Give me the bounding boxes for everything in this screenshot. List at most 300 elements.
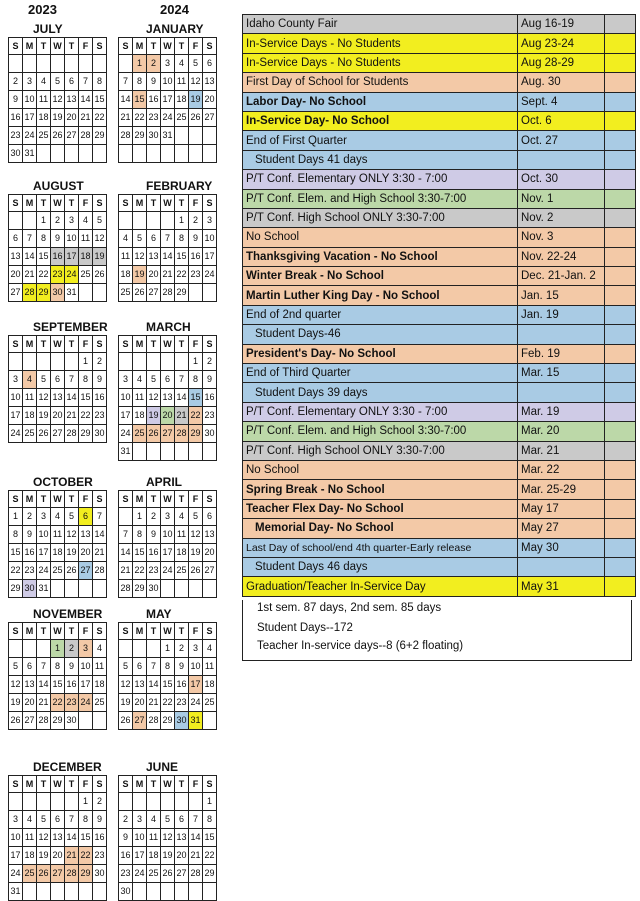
event-row: [243, 208, 636, 227]
day-cell: 3: [23, 73, 37, 91]
day-cell: [119, 55, 133, 73]
day-cell: 24: [119, 425, 133, 443]
day-cell: [147, 145, 161, 163]
weekday-header: M: [133, 623, 147, 640]
day-cell: 5: [161, 811, 175, 829]
day-cell: 13: [23, 676, 37, 694]
event-row: [243, 460, 636, 479]
day-cell: [51, 145, 65, 163]
day-cell: 28: [23, 284, 37, 302]
event-row: [243, 53, 636, 72]
day-cell: 9: [93, 811, 107, 829]
day-cell: 19: [147, 407, 161, 425]
event-date: Nov. 3: [518, 228, 605, 247]
day-cell: 8: [133, 526, 147, 544]
day-cell: 31: [119, 443, 133, 461]
day-cell: [119, 793, 133, 811]
day-cell: 5: [119, 658, 133, 676]
event-color-swatch: [605, 15, 636, 34]
event-label: In-Service Days - No Students: [243, 53, 518, 72]
day-cell: 9: [147, 73, 161, 91]
event-date: May 27: [518, 519, 605, 538]
event-date: Aug 16-19: [518, 15, 605, 34]
event-color-swatch: [605, 422, 636, 441]
day-cell: 5: [189, 508, 203, 526]
day-cell: [23, 883, 37, 901]
day-cell: 10: [9, 389, 23, 407]
day-cell: 18: [119, 266, 133, 284]
day-cell: 28: [93, 562, 107, 580]
day-cell: 15: [79, 389, 93, 407]
day-cell: [79, 145, 93, 163]
day-cell: 8: [9, 526, 23, 544]
day-cell: 8: [79, 371, 93, 389]
weekday-header: F: [79, 623, 93, 640]
day-cell: 30: [147, 127, 161, 145]
weekday-header: T: [65, 491, 79, 508]
event-label: Winter Break - No School: [243, 267, 518, 286]
event-label: Labor Day- No School: [243, 92, 518, 111]
day-cell: 25: [23, 865, 37, 883]
day-cell: 27: [51, 425, 65, 443]
event-label: Thanksgiving Vacation - No School: [243, 247, 518, 266]
day-cell: [51, 55, 65, 73]
day-cell: [203, 883, 217, 901]
event-row: [243, 402, 636, 421]
event-color-swatch: [605, 557, 636, 576]
day-cell: [37, 640, 51, 658]
day-cell: [37, 145, 51, 163]
day-cell: 11: [51, 526, 65, 544]
day-cell: 3: [9, 371, 23, 389]
day-cell: 30: [119, 883, 133, 901]
day-cell: 11: [23, 389, 37, 407]
event-color-swatch: [605, 189, 636, 208]
day-cell: 7: [79, 73, 93, 91]
month-grid-may: [118, 622, 217, 730]
day-cell: 18: [133, 407, 147, 425]
day-cell: 15: [133, 91, 147, 109]
weekday-header: W: [51, 491, 65, 508]
day-cell: 28: [65, 865, 79, 883]
day-cell: 14: [65, 829, 79, 847]
event-color-swatch: [605, 344, 636, 363]
event-label: P/T Conf. Elementary ONLY 3:30 - 7:00: [243, 402, 518, 421]
day-cell: 24: [189, 694, 203, 712]
weekday-header: S: [119, 623, 133, 640]
event-row: [243, 267, 636, 286]
weekday-header: S: [9, 38, 23, 55]
weekday-header: T: [147, 38, 161, 55]
day-cell: 4: [23, 811, 37, 829]
day-cell: [37, 793, 51, 811]
day-cell: 23: [51, 266, 65, 284]
month-title-december: DECEMBER: [33, 760, 102, 774]
day-cell: 7: [37, 658, 51, 676]
event-row: [243, 73, 636, 92]
event-date: Jan. 15: [518, 286, 605, 305]
day-cell: 8: [203, 811, 217, 829]
event-color-swatch: [605, 34, 636, 53]
event-date: Nov. 1: [518, 189, 605, 208]
day-cell: [189, 284, 203, 302]
month-title-november: NOVEMBER: [33, 607, 103, 621]
day-cell: 19: [51, 109, 65, 127]
weekday-header: W: [51, 336, 65, 353]
day-cell: 22: [93, 109, 107, 127]
day-cell: 3: [9, 811, 23, 829]
day-cell: [161, 212, 175, 230]
day-cell: 23: [23, 562, 37, 580]
day-cell: [189, 127, 203, 145]
day-cell: 7: [93, 508, 107, 526]
day-cell: [175, 145, 189, 163]
event-label: End of 2nd quarter: [243, 305, 518, 324]
day-cell: 7: [161, 230, 175, 248]
day-cell: 20: [23, 694, 37, 712]
day-cell: 19: [189, 544, 203, 562]
day-cell: 21: [161, 266, 175, 284]
day-cell: 22: [203, 847, 217, 865]
month-grid-april: [118, 490, 217, 598]
day-cell: 27: [9, 284, 23, 302]
weekday-header: T: [37, 195, 51, 212]
day-cell: 18: [23, 847, 37, 865]
weekday-header: M: [23, 776, 37, 793]
day-cell: 1: [175, 212, 189, 230]
day-cell: 20: [51, 407, 65, 425]
event-row: [243, 286, 636, 305]
day-cell: 18: [93, 676, 107, 694]
day-cell: [161, 580, 175, 598]
day-cell: 22: [175, 266, 189, 284]
day-cell: 16: [93, 829, 107, 847]
month-title-march: MARCH: [146, 320, 191, 334]
weekday-header: T: [147, 491, 161, 508]
event-row: [243, 441, 636, 460]
day-cell: [65, 793, 79, 811]
day-cell: 27: [51, 865, 65, 883]
day-cell: 25: [93, 694, 107, 712]
day-cell: 12: [161, 829, 175, 847]
day-cell: 26: [133, 284, 147, 302]
day-cell: 4: [23, 371, 37, 389]
weekday-header: T: [147, 776, 161, 793]
day-cell: 8: [51, 658, 65, 676]
day-cell: 16: [9, 109, 23, 127]
notes-box: [242, 600, 632, 661]
month-grid-september: [8, 335, 107, 443]
weekday-header: S: [9, 195, 23, 212]
day-cell: 15: [51, 676, 65, 694]
event-label: End of Third Quarter: [243, 364, 518, 383]
day-cell: 26: [189, 109, 203, 127]
month-title-october: OCTOBER: [33, 475, 93, 489]
event-row: [243, 228, 636, 247]
day-cell: [23, 793, 37, 811]
day-cell: [203, 127, 217, 145]
event-color-swatch: [605, 150, 636, 169]
day-cell: 20: [203, 91, 217, 109]
day-cell: 13: [9, 248, 23, 266]
day-cell: 26: [51, 127, 65, 145]
day-cell: 10: [23, 91, 37, 109]
weekday-header: S: [119, 776, 133, 793]
day-cell: [37, 55, 51, 73]
day-cell: 7: [65, 811, 79, 829]
day-cell: 15: [37, 248, 51, 266]
day-cell: [133, 443, 147, 461]
weekday-header: F: [189, 195, 203, 212]
day-cell: 22: [51, 694, 65, 712]
weekday-header: F: [189, 776, 203, 793]
event-row: [243, 150, 636, 169]
weekday-header: F: [79, 491, 93, 508]
day-cell: 5: [133, 230, 147, 248]
weekday-header: T: [175, 776, 189, 793]
day-cell: 2: [93, 353, 107, 371]
weekday-header: W: [51, 195, 65, 212]
event-color-swatch: [605, 208, 636, 227]
day-cell: 18: [175, 544, 189, 562]
day-cell: 24: [37, 562, 51, 580]
day-cell: [203, 443, 217, 461]
event-color-swatch: [605, 441, 636, 460]
day-cell: [9, 640, 23, 658]
day-cell: 17: [9, 407, 23, 425]
weekday-header: M: [133, 491, 147, 508]
event-row: [243, 34, 636, 53]
day-cell: 12: [37, 829, 51, 847]
day-cell: 27: [133, 712, 147, 730]
day-cell: 26: [161, 865, 175, 883]
day-cell: 31: [9, 883, 23, 901]
event-label: Last Day of school/end 4th quarter-Early release: [243, 538, 518, 557]
day-cell: 12: [9, 676, 23, 694]
day-cell: 9: [189, 230, 203, 248]
day-cell: 29: [203, 865, 217, 883]
event-label: First Day of School for Students: [243, 73, 518, 92]
day-cell: 3: [119, 371, 133, 389]
note-teacher-days: Teacher In-service days--8 (6+2 floating): [257, 640, 464, 652]
day-cell: 26: [65, 562, 79, 580]
day-cell: [175, 353, 189, 371]
day-cell: 21: [23, 266, 37, 284]
day-cell: 30: [51, 284, 65, 302]
day-cell: 14: [175, 389, 189, 407]
day-cell: 19: [93, 248, 107, 266]
day-cell: [189, 443, 203, 461]
event-date: Mar. 22: [518, 460, 605, 479]
event-label: P/T Conf. High School ONLY 3:30-7:00: [243, 441, 518, 460]
weekday-header: S: [9, 491, 23, 508]
month-title-june: JUNE: [146, 760, 179, 774]
day-cell: 20: [79, 544, 93, 562]
day-cell: 6: [161, 371, 175, 389]
day-cell: 1: [51, 640, 65, 658]
day-cell: 12: [189, 526, 203, 544]
day-cell: 24: [9, 865, 23, 883]
day-cell: 6: [175, 811, 189, 829]
day-cell: 18: [175, 91, 189, 109]
event-date: May 17: [518, 499, 605, 518]
day-cell: [161, 883, 175, 901]
day-cell: [203, 580, 217, 598]
day-cell: 3: [133, 811, 147, 829]
day-cell: [147, 443, 161, 461]
day-cell: 9: [175, 658, 189, 676]
weekday-header: T: [175, 38, 189, 55]
event-date: May 30: [518, 538, 605, 557]
day-cell: 27: [175, 865, 189, 883]
day-cell: 31: [23, 145, 37, 163]
day-cell: 2: [65, 640, 79, 658]
day-cell: 2: [51, 212, 65, 230]
event-date: Oct. 27: [518, 131, 605, 150]
day-cell: 29: [51, 712, 65, 730]
weekday-header: T: [147, 195, 161, 212]
day-cell: 6: [203, 508, 217, 526]
event-color-swatch: [605, 538, 636, 557]
day-cell: 18: [51, 544, 65, 562]
day-cell: [161, 443, 175, 461]
day-cell: 28: [65, 425, 79, 443]
event-color-swatch: [605, 267, 636, 286]
day-cell: 13: [175, 829, 189, 847]
day-cell: [37, 353, 51, 371]
day-cell: [51, 580, 65, 598]
event-color-swatch: [605, 111, 636, 130]
day-cell: [119, 145, 133, 163]
day-cell: 11: [175, 73, 189, 91]
day-cell: 20: [203, 544, 217, 562]
day-cell: 24: [161, 562, 175, 580]
day-cell: 9: [203, 371, 217, 389]
day-cell: [133, 212, 147, 230]
day-cell: 14: [119, 544, 133, 562]
day-cell: [23, 212, 37, 230]
weekday-header: S: [203, 491, 217, 508]
day-cell: 5: [189, 55, 203, 73]
event-label: No School: [243, 228, 518, 247]
event-row: [243, 480, 636, 499]
day-cell: [65, 580, 79, 598]
day-cell: [23, 353, 37, 371]
day-cell: 5: [37, 811, 51, 829]
day-cell: 24: [161, 109, 175, 127]
day-cell: [119, 212, 133, 230]
day-cell: [189, 145, 203, 163]
day-cell: 25: [133, 425, 147, 443]
event-color-swatch: [605, 305, 636, 324]
day-cell: 21: [65, 407, 79, 425]
day-cell: 25: [79, 266, 93, 284]
day-cell: 5: [65, 508, 79, 526]
day-cell: 10: [133, 829, 147, 847]
event-date: Nov. 22-24: [518, 247, 605, 266]
day-cell: 19: [37, 847, 51, 865]
day-cell: 2: [147, 55, 161, 73]
event-row: [243, 577, 636, 596]
day-cell: 18: [23, 407, 37, 425]
day-cell: [65, 145, 79, 163]
weekday-header: T: [37, 38, 51, 55]
day-cell: [189, 580, 203, 598]
weekday-header: T: [65, 336, 79, 353]
event-row: [243, 111, 636, 130]
day-cell: [51, 353, 65, 371]
weekday-header: S: [203, 38, 217, 55]
day-cell: 4: [133, 371, 147, 389]
day-cell: [147, 640, 161, 658]
day-cell: 15: [9, 544, 23, 562]
day-cell: [147, 353, 161, 371]
weekday-header: S: [119, 491, 133, 508]
day-cell: 24: [79, 694, 93, 712]
day-cell: 10: [161, 526, 175, 544]
day-cell: 26: [9, 712, 23, 730]
day-cell: 21: [93, 544, 107, 562]
day-cell: 13: [65, 91, 79, 109]
day-cell: 23: [147, 109, 161, 127]
day-cell: [133, 793, 147, 811]
weekday-header: S: [93, 623, 107, 640]
month-title-july: JULY: [33, 22, 63, 36]
weekday-header: F: [189, 491, 203, 508]
event-row: [243, 364, 636, 383]
day-cell: 8: [161, 658, 175, 676]
day-cell: 6: [133, 658, 147, 676]
event-row: [243, 499, 636, 518]
event-date: Oct. 6: [518, 111, 605, 130]
day-cell: 4: [147, 811, 161, 829]
event-color-swatch: [605, 460, 636, 479]
day-cell: [9, 353, 23, 371]
event-label: Student Days 39 days: [243, 383, 518, 402]
weekday-header: T: [37, 491, 51, 508]
day-cell: [119, 508, 133, 526]
day-cell: 7: [189, 811, 203, 829]
day-cell: 1: [37, 212, 51, 230]
day-cell: 2: [23, 508, 37, 526]
event-date: [518, 383, 605, 402]
day-cell: 5: [37, 371, 51, 389]
day-cell: 30: [65, 712, 79, 730]
day-cell: 17: [203, 248, 217, 266]
day-cell: 8: [133, 73, 147, 91]
day-cell: 8: [79, 811, 93, 829]
weekday-header: S: [93, 38, 107, 55]
day-cell: 3: [203, 212, 217, 230]
month-grid-august: [8, 194, 107, 302]
day-cell: 11: [79, 230, 93, 248]
day-cell: 20: [51, 847, 65, 865]
weekday-header: T: [175, 336, 189, 353]
day-cell: 30: [93, 865, 107, 883]
day-cell: 29: [175, 284, 189, 302]
day-cell: [161, 145, 175, 163]
day-cell: 7: [147, 658, 161, 676]
day-cell: 14: [189, 829, 203, 847]
event-label: P/T Conf. Elem. and High School 3:30-7:00: [243, 422, 518, 441]
day-cell: [51, 793, 65, 811]
day-cell: 2: [147, 508, 161, 526]
day-cell: 4: [37, 73, 51, 91]
day-cell: [119, 353, 133, 371]
day-cell: 15: [203, 829, 217, 847]
day-cell: 30: [93, 425, 107, 443]
day-cell: 13: [203, 73, 217, 91]
